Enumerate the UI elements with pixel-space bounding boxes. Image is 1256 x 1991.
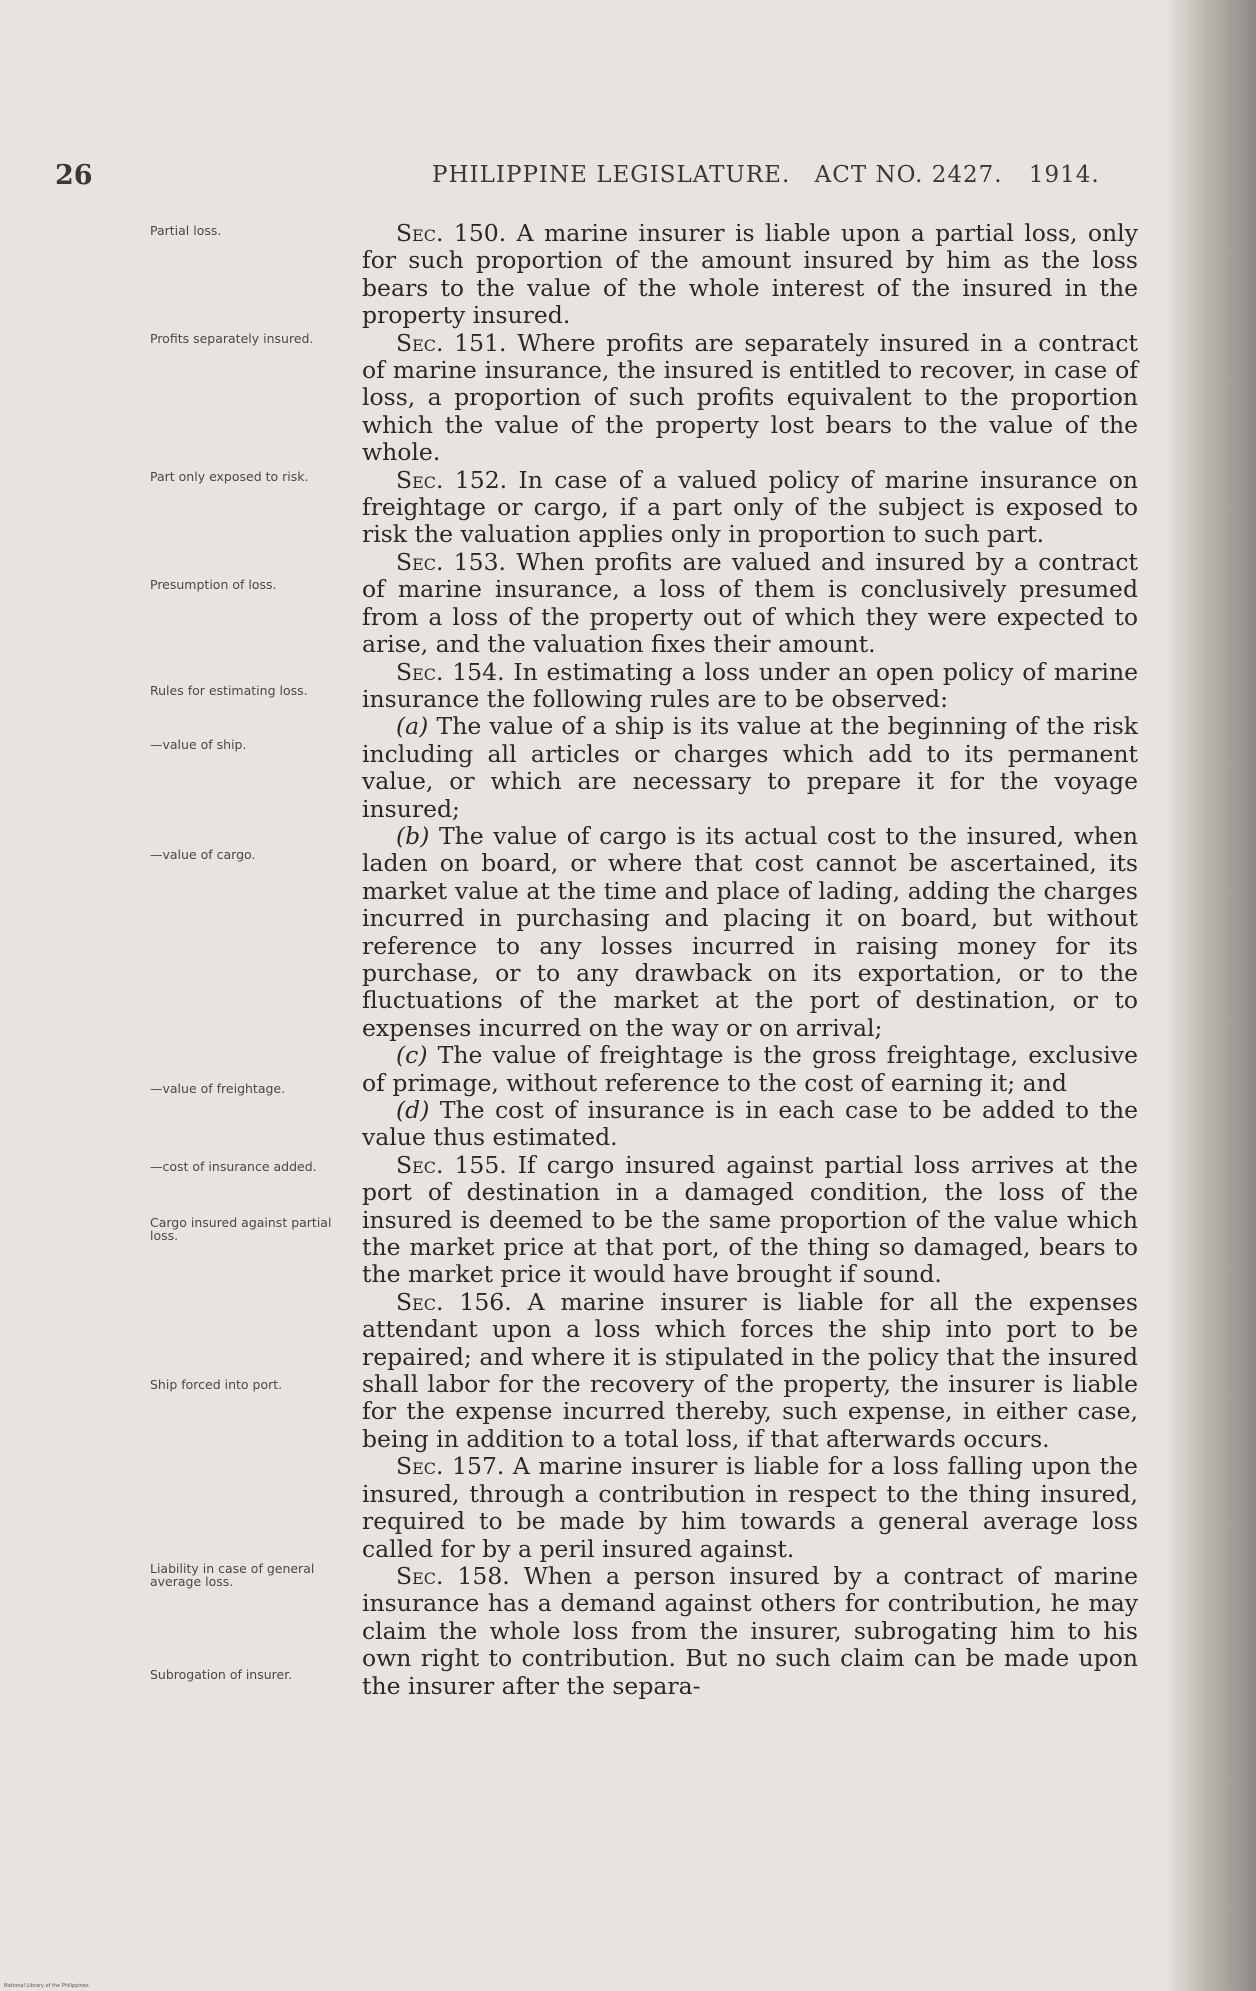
margin-note: —value of cargo. [150, 847, 256, 862]
margin-note: Subrogation of insurer. [150, 1667, 293, 1682]
section-156: Sec. 156. A marine insurer is liable for all the expenses attendant upon a loss which forces the ship into port to be repaired; and where it is stipulated in the policy that the insured shall labor for the recovery of the property, the insurer is liable for the expense incurred thereby, such expense, in either case, being in addition to a total loss, if that afterwards occurs. [362, 1287, 1138, 1453]
act-year: 1914. [1028, 162, 1100, 188]
section-158: Sec. 158. When a person insured by a contract of marine insurance has a demand against others for contribution, he may claim the whole loss from the insurer, subrogating him to his own right to contribution. But no such claim can be made upon the insurer after the separa- [362, 1561, 1138, 1700]
statute-text [362, 220, 1138, 1700]
page-number: 26 [55, 160, 93, 191]
book-spine-shadow [1166, 0, 1256, 1991]
section-154: Sec. 154. In estimating a loss under an open policy of marine insurance the following rules are to be observed: [362, 657, 1138, 713]
margin-note: —value of ship. [150, 737, 247, 752]
section-152: Sec. 152. In case of a valued policy of marine insurance on freightage or cargo, if a part only of the subject is exposed to risk the valuation applies only in proportion to such part. [362, 465, 1138, 549]
margin-note: —cost of insurance added. [150, 1159, 317, 1174]
section-153: Sec. 153. When profits are valued and insured by a contract of marine insurance, a loss of them is conclusively presumed from a loss of the property out of which they were expected to arise, and the valuation fixes their amount. [362, 547, 1138, 659]
margin-note: Ship forced into port. [150, 1377, 283, 1392]
publication-title: PHILIPPINE LEGISLATURE. [432, 162, 791, 188]
margin-note: Rules for estimating loss. [150, 683, 308, 698]
section-150: Sec. 150. A marine insurer is liable upon a partial loss, only for such proportion of the amount insured by him as the loss bears to the value of the whole interest of the insured in the property insured. [362, 219, 1138, 330]
running-head [432, 162, 1100, 188]
section-154-b: (b) The value of cargo is its actual cost to the insured, when laden on board, or where that cost cannot be ascertained, its market value at the time and place of lading, adding the charges incurred in purchasing and placing it on board, but without reference to any losses incurred in raising money for its purchase, or to any drawback on its exportation, or to the fluctuations of the market at the port of destination, or to expenses incurred on the way or on arrival; [362, 821, 1138, 1042]
margin-note: Partial loss. [150, 223, 222, 238]
section-151: Sec. 151. Where profits are separately insured in a contract of marine insurance, the insured is entitled to recover, in case of loss, a proportion of such profits equivalent to the proportion which the value of the property lost bears to the value of the whole. [362, 328, 1138, 467]
margin-note: Liability in case of general average loss. [150, 1561, 315, 1589]
margin-note: Presumption of loss. [150, 577, 277, 592]
margin-note: Cargo insured against partial loss. [150, 1215, 332, 1243]
act-number: ACT NO. 2427. [814, 162, 1003, 188]
section-157: Sec. 157. A marine insurer is liable for a loss falling upon the insured, through a contribution in respect to the thing insured, required to be made by him towards a general average loss called for by a peril insured against. [362, 1452, 1138, 1563]
section-154-c: (c) The value of freightage is the gross freightage, exclusive of primage, without reference to the cost of earning it; and [362, 1041, 1138, 1097]
section-154-a: (a) The value of a ship is its value at the beginning of the risk including all articles or charges which add to its permanent value, or which are necessary to prepare it for the voyage insured; [362, 712, 1138, 823]
footer-credit: National Library of the Philippines [4, 1983, 89, 1989]
margin-note: Part only exposed to risk. [150, 469, 309, 484]
section-154-d: (d) The cost of insurance is in each case to be added to the value thus estimated. [362, 1096, 1138, 1152]
margin-note: —value of freightage. [150, 1081, 286, 1096]
margin-note: Profits separately insured. [150, 331, 314, 346]
section-155: Sec. 155. If cargo insured against partial loss arrives at the port of destination in a damaged condition, the loss of the insured is deemed to be the same proportion of the value which the market price at that port, of the thing so damaged, bears to the market price it would have brought if sound. [362, 1150, 1138, 1289]
